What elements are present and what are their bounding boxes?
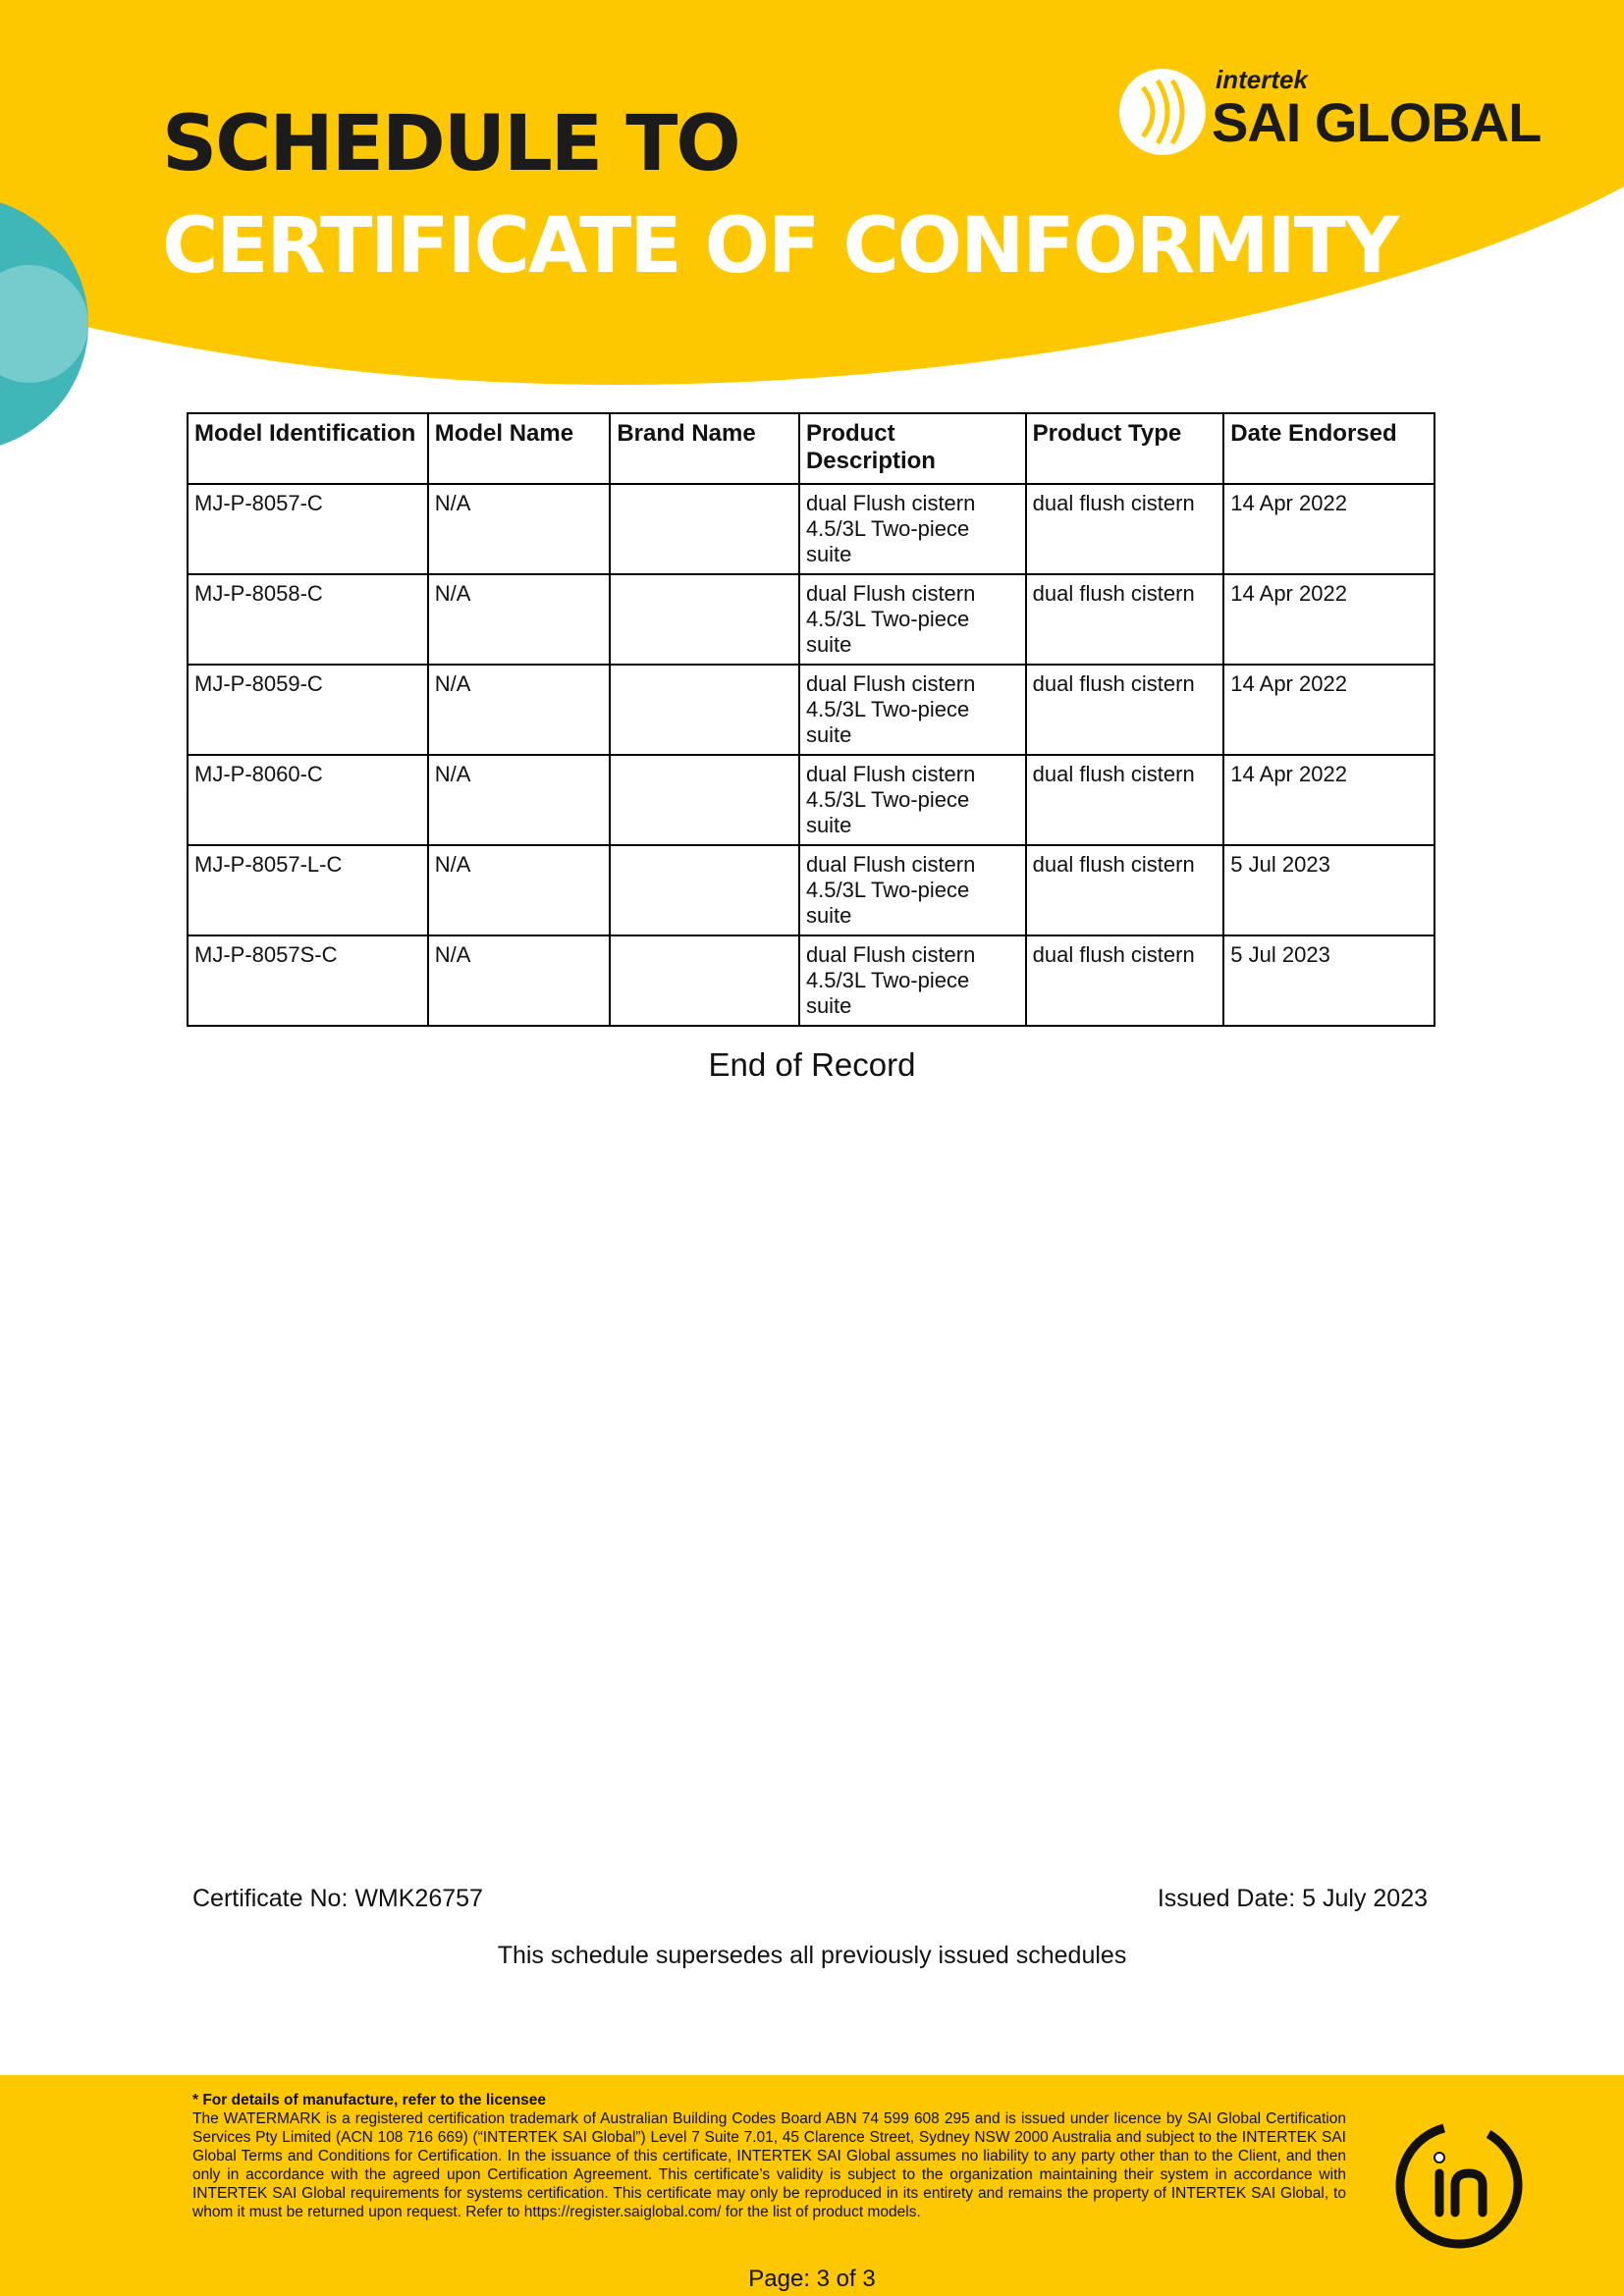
logo-sai-global-text: SAI GLOBAL [1212,91,1542,153]
column-header-product-type: Product Type [1026,413,1224,484]
model-id-cell: MJ-P-8059-C [188,665,428,755]
sai-global-logo-mark-icon [1113,63,1212,161]
model-name-cell: N/A [428,574,611,665]
end-of-record-label: End of Record [708,1046,916,1083]
product-description-cell: dual Flush cistern 4.5/3L Two-piece suite [799,574,1026,665]
date-endorsed-cell: 14 Apr 2022 [1223,574,1435,665]
certificate-number: Certificate No: WMK26757 [192,1885,483,1912]
table-header-row [188,413,1435,484]
product-type-cell: dual flush cistern [1026,484,1224,574]
model-id-cell: MJ-P-8057S-C [188,935,428,1026]
supersedes-notice: This schedule supersedes all previously issued schedules [497,1942,1127,1969]
page-number: Page: 3 of 3 [748,2266,876,2292]
model-id-cell: MJ-P-8057-C [188,484,428,574]
brand-name-cell-redacted [610,935,799,1026]
table-row [188,935,1435,1026]
brand-name-cell-redacted [610,665,799,755]
document-title-line1: SCHEDULE TO [162,100,739,188]
model-name-cell: N/A [428,755,611,845]
schedule-table [187,412,1435,1027]
model-id-cell: MJ-P-8060-C [188,755,428,845]
product-description-cell: dual Flush cistern 4.5/3L Two-piece suite [799,935,1026,1026]
date-endorsed-cell: 14 Apr 2022 [1223,484,1435,574]
footer-legal-text [192,2091,1346,2221]
product-description-cell: dual Flush cistern 4.5/3L Two-piece suite [799,484,1026,574]
model-name-cell: N/A [428,935,611,1026]
table-row [188,574,1435,665]
yellow-banner-shape [0,0,1624,385]
column-header-date-endorsed: Date Endorsed [1223,413,1435,484]
model-name-cell: N/A [428,845,611,935]
column-header-model-name: Model Name [428,413,611,484]
column-header-model-identification: Model Identification [188,413,428,484]
column-header-product-description: Product Description [799,413,1026,484]
model-name-cell: N/A [428,484,611,574]
model-id-cell: MJ-P-8057-L-C [188,845,428,935]
brand-name-cell-redacted [610,574,799,665]
brand-name-cell-redacted [610,484,799,574]
date-endorsed-cell: 5 Jul 2023 [1223,935,1435,1026]
product-type-cell: dual flush cistern [1026,935,1224,1026]
product-description-cell: dual Flush cistern 4.5/3L Two-piece suite [799,665,1026,755]
footer-body: The WATERMARK is a registered certification trademark of Australian Building Codes Board ABN 74 599 608 295 and is issued under licence by SAI Global Certification Services Pty Limited (ACN 108 716 669) (“INTERTEK SAI Global”) Level 7 Suite 7.01, 45 Clarence Street, Sydney NSW 2000 Australia and subject to the INTERTEK SAI Global Terms and Conditions for Certification. In the issuance of this certificate, INTERTEK SAI Global assumes no liability to any party other than to the Client, and then only in accordance with the agreed upon Certification Agreement. This certificate’s validity is subject to the organization maintaining their system in accordance with INTERTEK SAI Global requirements for systems certification. This certificate may only be reproduced in its entirety and remains the property of INTERTEK SAI Global, to whom it must be returned upon request. Refer to https://register.saiglobal.com/ for the list of product models. [192,2110,1346,2220]
brand-name-cell-redacted [610,845,799,935]
intertek-sai-global-logo [1113,63,1565,161]
logo-intertek-text: intertek [1216,65,1308,94]
product-description-cell: dual Flush cistern 4.5/3L Two-piece suite [799,845,1026,935]
product-type-cell: dual flush cistern [1026,665,1224,755]
footer-heading: * For details of manufacture, refer to the licensee [192,2092,547,2109]
intertek-in-logo-icon [1392,2118,1526,2252]
model-id-cell: MJ-P-8058-C [188,574,428,665]
table-row [188,484,1435,574]
table-row [188,665,1435,755]
date-endorsed-cell: 14 Apr 2022 [1223,755,1435,845]
date-endorsed-cell: 5 Jul 2023 [1223,845,1435,935]
model-name-cell: N/A [428,665,611,755]
product-description-cell: dual Flush cistern 4.5/3L Two-piece suite [799,755,1026,845]
product-type-cell: dual flush cistern [1026,845,1224,935]
issued-date: Issued Date: 5 July 2023 [1157,1885,1428,1912]
brand-name-cell-redacted [610,755,799,845]
date-endorsed-cell: 14 Apr 2022 [1223,665,1435,755]
product-type-cell: dual flush cistern [1026,574,1224,665]
table-row [188,755,1435,845]
document-title-line2: CERTIFICATE OF CONFORMITY [162,202,1398,291]
column-header-brand-name: Brand Name [610,413,799,484]
table-row [188,845,1435,935]
product-type-cell: dual flush cistern [1026,755,1224,845]
